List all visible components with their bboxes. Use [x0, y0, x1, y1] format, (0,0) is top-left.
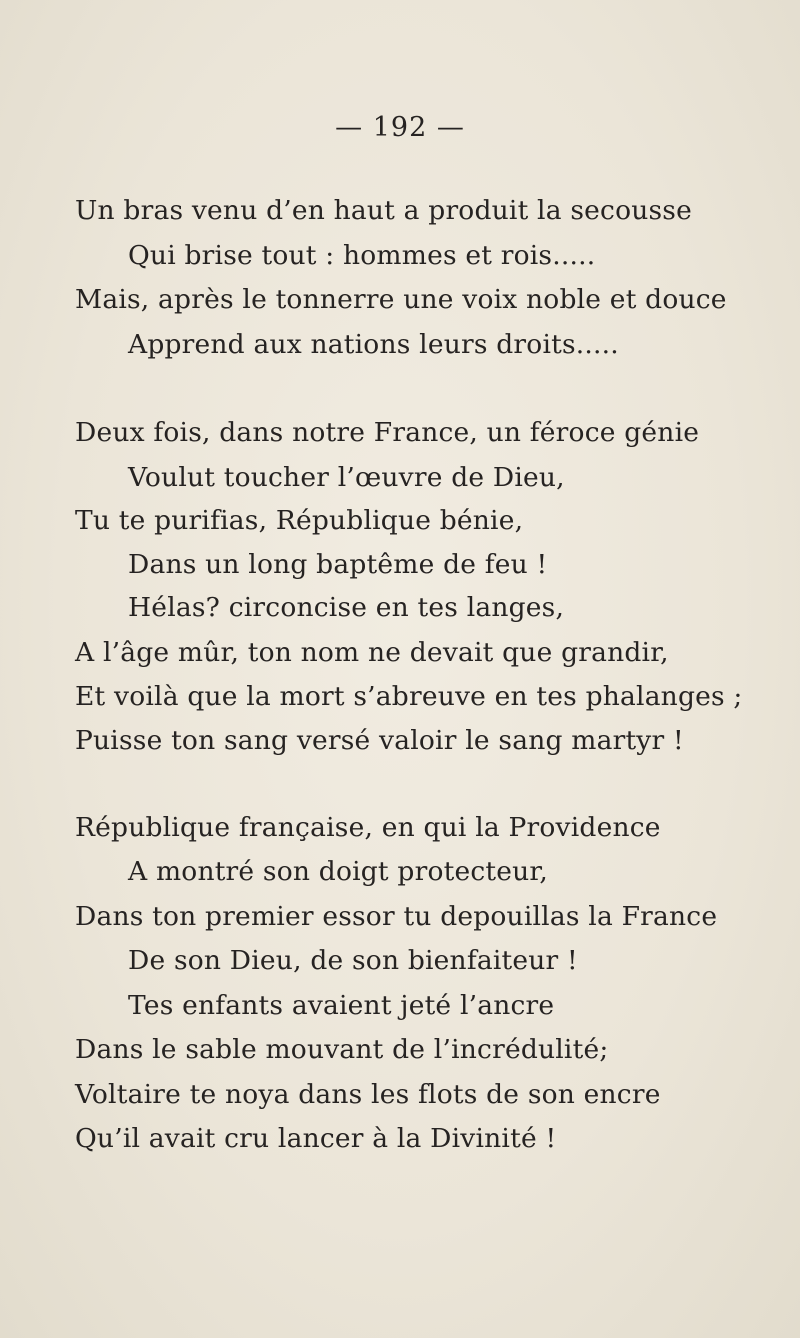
- verse-line: De son Dieu, de son bienfaiteur !: [128, 945, 578, 976]
- verse-line: Tu te purifias, République bénie,: [75, 505, 524, 536]
- verse-line: Apprend aux nations leurs droits.....: [128, 329, 619, 360]
- verse-line: Puisse ton sang versé valoir le sang martyr !: [75, 725, 684, 756]
- verse-line: Hélas? circoncise en tes langes,: [128, 592, 565, 623]
- verse-line: Qui brise tout : hommes et rois.....: [128, 240, 596, 271]
- verse-line: Dans le sable mouvant de l’incrédulité;: [75, 1034, 609, 1065]
- verse-line: Deux fois, dans notre France, un féroce génie: [75, 417, 700, 448]
- page-number: — 192 —: [335, 112, 465, 143]
- verse-line: Voulut toucher l’œuvre de Dieu,: [128, 462, 565, 493]
- verse-line: A montré son doigt protecteur,: [128, 856, 548, 887]
- verse-line: Dans ton premier essor tu depouillas la France: [75, 901, 718, 932]
- verse-line: Qu’il avait cru lancer à la Divinité !: [75, 1123, 557, 1154]
- verse-line: Un bras venu d’en haut a produit la secousse: [75, 195, 692, 226]
- verse-line: Et voilà que la mort s’abreuve en tes phalanges ;: [75, 681, 743, 712]
- verse-line: Voltaire te noya dans les flots de son encre: [75, 1079, 661, 1110]
- verse-line: Tes enfants avaient jeté l’ancre: [128, 990, 555, 1021]
- verse-line: Dans un long baptême de feu !: [128, 549, 548, 580]
- verse-line: A l’âge mûr, ton nom ne devait que grandir,: [75, 637, 669, 668]
- verse-line: Mais, après le tonnerre une voix noble et douce: [75, 284, 727, 315]
- verse-line: République française, en qui la Providence: [75, 812, 661, 843]
